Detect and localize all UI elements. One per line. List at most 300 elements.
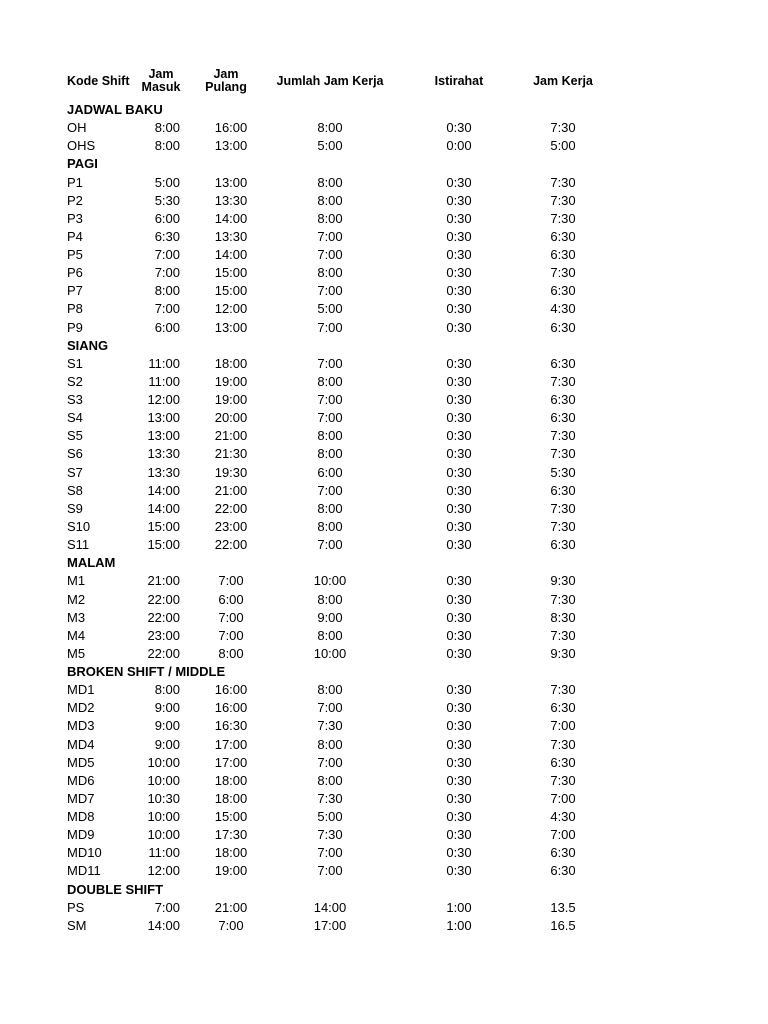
cell-shift-code: P2: [67, 193, 83, 208]
cell-shift-code: P7: [67, 283, 83, 298]
cell-jam-kerja: 7:30: [550, 265, 576, 280]
cell-istirahat: 0:30: [446, 374, 472, 389]
cell-jam-kerja: 6:30: [550, 845, 576, 860]
cell-jam-masuk: 14:00: [147, 483, 180, 498]
cell-jam-pulang: 21:30: [214, 446, 248, 461]
cell-jam-kerja: 7:30: [550, 682, 576, 697]
cell-shift-code: MD1: [67, 682, 95, 697]
table-row: [0, 790, 768, 808]
cell-jam-masuk: 15:00: [147, 537, 180, 552]
cell-jam-pulang: 7:00: [218, 610, 244, 625]
cell-jam-pulang: 14:00: [214, 247, 248, 262]
cell-jam-masuk: 15:00: [147, 519, 180, 534]
cell-shift-code: MD6: [67, 773, 95, 788]
cell-jam-kerja: 7:30: [550, 773, 576, 788]
cell-jam-masuk: 22:00: [147, 592, 180, 607]
cell-istirahat: 0:30: [446, 809, 472, 824]
cell-shift-code: MD3: [67, 718, 95, 733]
cell-jam-kerja: 6:30: [550, 229, 576, 244]
cell-jam-kerja: 6:30: [550, 410, 576, 425]
cell-jumlah-jam-kerja: 14:00: [313, 900, 347, 915]
table-row: [0, 808, 768, 826]
cell-jam-kerja: 7:30: [550, 501, 576, 516]
section-header: [0, 101, 768, 119]
table-row: [0, 137, 768, 155]
cell-jumlah-jam-kerja: 8:00: [317, 446, 343, 461]
cell-jumlah-jam-kerja: 7:00: [317, 320, 343, 335]
cell-jam-pulang: 7:00: [218, 918, 244, 933]
cell-jam-masuk: 10:30: [147, 791, 180, 806]
cell-jumlah-jam-kerja: 8:00: [317, 519, 343, 534]
header-jam-pulang-line2: Pulang: [205, 80, 247, 94]
table-row: [0, 681, 768, 699]
cell-jam-pulang: 13:00: [214, 320, 248, 335]
table-row: [0, 772, 768, 790]
table-row: [0, 373, 768, 391]
cell-istirahat: 0:30: [446, 446, 472, 461]
header-jam-masuk-line2: Masuk: [141, 80, 181, 94]
cell-jumlah-jam-kerja: 7:00: [317, 229, 343, 244]
cell-jam-masuk: 13:30: [147, 446, 180, 461]
cell-jam-kerja: 6:30: [550, 755, 576, 770]
cell-jam-kerja: 7:30: [550, 592, 576, 607]
cell-jumlah-jam-kerja: 7:30: [317, 791, 343, 806]
header-jam-kerja: Jam Kerja: [533, 74, 593, 88]
cell-jam-kerja: 7:30: [550, 737, 576, 752]
cell-jam-pulang: 18:00: [214, 356, 248, 371]
table-row: [0, 174, 768, 192]
table-row: [0, 572, 768, 590]
cell-istirahat: 0:30: [446, 501, 472, 516]
cell-jam-kerja: 5:00: [550, 138, 576, 153]
cell-jam-kerja: 6:30: [550, 356, 576, 371]
table-row: [0, 500, 768, 518]
table-row: [0, 699, 768, 717]
cell-jam-masuk: 6:00: [154, 211, 180, 226]
table-row: [0, 536, 768, 554]
cell-jam-masuk: 14:00: [147, 501, 180, 516]
cell-istirahat: 1:00: [446, 918, 472, 933]
cell-shift-code: P6: [67, 265, 83, 280]
cell-jam-pulang: 17:00: [214, 737, 248, 752]
cell-shift-code: S1: [67, 356, 83, 371]
cell-jam-masuk: 8:00: [154, 120, 180, 135]
cell-jam-masuk: 10:00: [147, 809, 180, 824]
cell-jam-masuk: 22:00: [147, 646, 180, 661]
cell-shift-code: P5: [67, 247, 83, 262]
cell-jam-kerja: 5:30: [550, 465, 576, 480]
cell-jam-kerja: 7:30: [550, 193, 576, 208]
cell-istirahat: 0:30: [446, 646, 472, 661]
cell-istirahat: 0:30: [446, 737, 472, 752]
cell-istirahat: 0:30: [446, 193, 472, 208]
cell-jumlah-jam-kerja: 17:00: [313, 918, 347, 933]
cell-jumlah-jam-kerja: 8:00: [317, 374, 343, 389]
cell-jam-kerja: 7:30: [550, 120, 576, 135]
cell-jam-kerja: 7:30: [550, 374, 576, 389]
cell-istirahat: 0:30: [446, 537, 472, 552]
cell-jumlah-jam-kerja: 8:00: [317, 193, 343, 208]
table-row: [0, 228, 768, 246]
table-row: [0, 591, 768, 609]
cell-jam-masuk: 10:00: [147, 827, 180, 842]
cell-jumlah-jam-kerja: 8:00: [317, 211, 343, 226]
cell-istirahat: 0:30: [446, 410, 472, 425]
cell-jam-pulang: 16:00: [214, 700, 248, 715]
cell-jumlah-jam-kerja: 7:00: [317, 356, 343, 371]
cell-jumlah-jam-kerja: 9:00: [317, 610, 343, 625]
cell-jam-pulang: 19:00: [214, 392, 248, 407]
cell-jumlah-jam-kerja: 7:00: [317, 410, 343, 425]
cell-jam-pulang: 13:00: [214, 175, 248, 190]
cell-jumlah-jam-kerja: 10:00: [313, 646, 347, 661]
cell-jam-masuk: 10:00: [147, 755, 180, 770]
table-row: [0, 119, 768, 137]
cell-jam-masuk: 8:00: [154, 138, 180, 153]
table-row: [0, 917, 768, 935]
cell-shift-code: OHS: [67, 138, 96, 153]
table-row: [0, 282, 768, 300]
section-header: [0, 663, 768, 681]
cell-jam-pulang: 17:00: [214, 755, 248, 770]
cell-shift-code: PS: [67, 900, 85, 915]
header-jam-masuk: [136, 68, 186, 94]
cell-jumlah-jam-kerja: 8:00: [317, 737, 343, 752]
cell-shift-code: MD9: [67, 827, 95, 842]
section-title: BROKEN SHIFT / MIDDLE: [67, 664, 226, 679]
cell-istirahat: 0:30: [446, 320, 472, 335]
cell-shift-code: MD4: [67, 737, 95, 752]
table-row: [0, 627, 768, 645]
section-header: [0, 155, 768, 173]
table-row: [0, 300, 768, 318]
cell-jumlah-jam-kerja: 7:00: [317, 283, 343, 298]
cell-jam-pulang: 6:00: [218, 592, 244, 607]
cell-jumlah-jam-kerja: 7:00: [317, 483, 343, 498]
cell-jam-kerja: 4:30: [550, 301, 576, 316]
section-header: [0, 337, 768, 355]
cell-jam-pulang: 16:00: [214, 120, 248, 135]
cell-istirahat: 0:30: [446, 773, 472, 788]
cell-jam-masuk: 8:00: [154, 682, 180, 697]
section-title: JADWAL BAKU: [67, 102, 163, 117]
cell-jam-masuk: 6:00: [154, 320, 180, 335]
cell-jam-masuk: 9:00: [154, 700, 180, 715]
cell-istirahat: 0:30: [446, 175, 472, 190]
cell-shift-code: P9: [67, 320, 83, 335]
cell-istirahat: 0:30: [446, 301, 472, 316]
cell-jam-pulang: 23:00: [214, 519, 248, 534]
table-row: [0, 409, 768, 427]
header-jumlah-jam-kerja: Jumlah Jam Kerja: [276, 74, 384, 88]
cell-jam-masuk: 13:00: [147, 428, 180, 443]
cell-jam-pulang: 7:00: [218, 573, 244, 588]
cell-jam-kerja: 6:30: [550, 247, 576, 262]
cell-shift-code: MD8: [67, 809, 95, 824]
cell-jam-pulang: 21:00: [214, 900, 248, 915]
table-row: [0, 427, 768, 445]
cell-istirahat: 0:30: [446, 120, 472, 135]
cell-jam-masuk: 7:00: [154, 900, 180, 915]
cell-jam-kerja: 7:30: [550, 519, 576, 534]
cell-jam-pulang: 15:00: [214, 809, 248, 824]
cell-istirahat: 0:30: [446, 519, 472, 534]
table-row: [0, 844, 768, 862]
cell-shift-code: S11: [67, 537, 90, 552]
cell-jumlah-jam-kerja: 5:00: [317, 809, 343, 824]
cell-istirahat: 0:30: [446, 628, 472, 643]
cell-jam-masuk: 11:00: [148, 845, 180, 860]
cell-shift-code: MD7: [67, 791, 95, 806]
cell-istirahat: 0:30: [446, 392, 472, 407]
cell-jam-kerja: 16.5: [550, 918, 576, 933]
cell-jumlah-jam-kerja: 8:00: [317, 628, 343, 643]
table-row: [0, 717, 768, 735]
cell-istirahat: 0:30: [446, 718, 472, 733]
cell-jumlah-jam-kerja: 7:00: [317, 755, 343, 770]
cell-jumlah-jam-kerja: 6:00: [317, 465, 343, 480]
cell-jumlah-jam-kerja: 8:00: [317, 773, 343, 788]
cell-istirahat: 0:30: [446, 700, 472, 715]
cell-shift-code: P3: [67, 211, 83, 226]
cell-jam-pulang: 16:00: [214, 682, 248, 697]
table-row: [0, 736, 768, 754]
cell-jam-kerja: 8:30: [550, 610, 576, 625]
cell-jam-masuk: 12:00: [147, 863, 180, 878]
section-header: [0, 881, 768, 899]
cell-jam-kerja: 7:30: [550, 428, 576, 443]
cell-istirahat: 0:30: [446, 483, 472, 498]
cell-jam-masuk: 13:30: [147, 465, 180, 480]
cell-shift-code: MD11: [67, 863, 101, 878]
table-row: [0, 246, 768, 264]
cell-jumlah-jam-kerja: 7:00: [317, 700, 343, 715]
header-jam-pulang-line1: Jam: [213, 67, 239, 81]
cell-jam-pulang: 15:00: [214, 283, 248, 298]
cell-shift-code: S6: [67, 446, 83, 461]
cell-istirahat: 1:00: [446, 900, 472, 915]
cell-jam-pulang: 14:00: [214, 211, 248, 226]
cell-istirahat: 0:30: [446, 592, 472, 607]
section-title: SIANG: [67, 338, 109, 353]
cell-jam-pulang: 8:00: [218, 646, 244, 661]
cell-shift-code: SM: [67, 918, 87, 933]
cell-jumlah-jam-kerja: 5:00: [317, 138, 343, 153]
cell-shift-code: S3: [67, 392, 83, 407]
cell-istirahat: 0:30: [446, 265, 472, 280]
table-row: [0, 391, 768, 409]
table-row: [0, 645, 768, 663]
cell-jam-pulang: 18:00: [214, 791, 248, 806]
cell-shift-code: MD10: [67, 845, 102, 860]
cell-istirahat: 0:30: [446, 755, 472, 770]
cell-jam-masuk: 13:00: [147, 410, 180, 425]
cell-jam-kerja: 7:00: [550, 718, 576, 733]
table-row: [0, 445, 768, 463]
cell-shift-code: M2: [67, 592, 86, 607]
cell-istirahat: 0:30: [446, 247, 472, 262]
cell-shift-code: S10: [67, 519, 91, 534]
table-row: [0, 482, 768, 500]
cell-shift-code: OH: [67, 120, 87, 135]
cell-istirahat: 0:00: [446, 138, 472, 153]
cell-jam-masuk: 5:30: [154, 193, 180, 208]
table-row: [0, 518, 768, 536]
cell-shift-code: M5: [67, 646, 86, 661]
cell-jam-kerja: 13.5: [550, 900, 576, 915]
table-row: [0, 355, 768, 373]
cell-jam-kerja: 7:30: [550, 211, 576, 226]
cell-jam-pulang: 20:00: [214, 410, 248, 425]
cell-jam-pulang: 19:00: [214, 374, 248, 389]
cell-jam-pulang: 7:00: [218, 628, 244, 643]
cell-istirahat: 0:30: [446, 845, 472, 860]
cell-jumlah-jam-kerja: 7:30: [317, 827, 343, 842]
cell-jam-pulang: 12:00: [214, 301, 248, 316]
cell-jam-pulang: 13:00: [214, 138, 248, 153]
table-row: [0, 192, 768, 210]
cell-jam-masuk: 12:00: [147, 392, 180, 407]
cell-jam-pulang: 18:00: [214, 773, 248, 788]
cell-jam-kerja: 6:30: [550, 483, 576, 498]
cell-jumlah-jam-kerja: 8:00: [317, 175, 343, 190]
table-row: [0, 319, 768, 337]
cell-jam-kerja: 7:30: [550, 175, 576, 190]
cell-jam-masuk: 22:00: [147, 610, 180, 625]
cell-shift-code: S7: [67, 465, 83, 480]
cell-jam-masuk: 21:00: [147, 573, 180, 588]
cell-jumlah-jam-kerja: 7:00: [317, 392, 343, 407]
cell-shift-code: S2: [67, 374, 83, 389]
cell-jam-pulang: 21:00: [214, 483, 248, 498]
cell-istirahat: 0:30: [446, 356, 472, 371]
cell-jumlah-jam-kerja: 10:00: [313, 573, 347, 588]
cell-jam-masuk: 9:00: [154, 737, 180, 752]
cell-jam-kerja: 4:30: [550, 809, 576, 824]
cell-jam-pulang: 18:00: [214, 845, 248, 860]
section-title: PAGI: [67, 156, 98, 171]
cell-shift-code: M4: [67, 628, 86, 643]
cell-shift-code: M3: [67, 610, 86, 625]
section-title: DOUBLE SHIFT: [67, 882, 164, 897]
cell-jam-kerja: 9:30: [550, 646, 576, 661]
cell-istirahat: 0:30: [446, 211, 472, 226]
cell-shift-code: S9: [67, 501, 83, 516]
cell-jam-masuk: 11:00: [148, 374, 180, 389]
table-row: [0, 464, 768, 482]
cell-jam-pulang: 22:00: [214, 501, 248, 516]
cell-jumlah-jam-kerja: 8:00: [317, 501, 343, 516]
cell-istirahat: 0:30: [446, 863, 472, 878]
cell-istirahat: 0:30: [446, 428, 472, 443]
cell-istirahat: 0:30: [446, 682, 472, 697]
cell-shift-code: S8: [67, 483, 83, 498]
table-row: [0, 754, 768, 772]
cell-shift-code: P8: [67, 301, 83, 316]
cell-jam-pulang: 16:30: [214, 718, 248, 733]
cell-jam-kerja: 7:00: [550, 791, 576, 806]
cell-jam-pulang: 17:30: [214, 827, 248, 842]
cell-shift-code: S4: [67, 410, 83, 425]
header-kode-shift: Kode Shift: [67, 74, 130, 88]
cell-jam-kerja: 6:30: [550, 700, 576, 715]
cell-shift-code: S5: [67, 428, 83, 443]
cell-jumlah-jam-kerja: 5:00: [317, 301, 343, 316]
table-row: [0, 210, 768, 228]
cell-jumlah-jam-kerja: 7:00: [317, 247, 343, 262]
cell-jam-kerja: 7:30: [550, 628, 576, 643]
cell-jam-kerja: 6:30: [550, 863, 576, 878]
cell-jam-masuk: 10:00: [147, 773, 180, 788]
table-row: [0, 899, 768, 917]
cell-shift-code: MD5: [67, 755, 95, 770]
section-title: MALAM: [67, 555, 116, 570]
table-row: [0, 264, 768, 282]
cell-shift-code: P1: [67, 175, 83, 190]
cell-jumlah-jam-kerja: 8:00: [317, 120, 343, 135]
cell-jam-masuk: 23:00: [147, 628, 180, 643]
cell-jam-pulang: 21:00: [214, 428, 248, 443]
cell-jam-kerja: 7:00: [550, 827, 576, 842]
cell-jam-kerja: 6:30: [550, 392, 576, 407]
cell-istirahat: 0:30: [446, 791, 472, 806]
cell-istirahat: 0:30: [446, 610, 472, 625]
cell-jam-masuk: 14:00: [147, 918, 180, 933]
cell-jumlah-jam-kerja: 8:00: [317, 428, 343, 443]
cell-jam-masuk: 11:00: [148, 356, 180, 371]
cell-jumlah-jam-kerja: 8:00: [317, 592, 343, 607]
cell-jam-pulang: 22:00: [214, 537, 248, 552]
cell-shift-code: P4: [67, 229, 83, 244]
table-row: [0, 826, 768, 844]
header-jam-pulang: [200, 68, 252, 94]
cell-istirahat: 0:30: [446, 229, 472, 244]
cell-jam-kerja: 6:30: [550, 537, 576, 552]
cell-jam-masuk: 7:00: [154, 265, 180, 280]
cell-jumlah-jam-kerja: 7:30: [317, 718, 343, 733]
cell-jam-pulang: 19:00: [214, 863, 248, 878]
cell-jumlah-jam-kerja: 8:00: [317, 265, 343, 280]
table-row: [0, 609, 768, 627]
cell-istirahat: 0:30: [446, 283, 472, 298]
cell-jumlah-jam-kerja: 7:00: [317, 845, 343, 860]
cell-jam-masuk: 8:00: [154, 283, 180, 298]
cell-jam-masuk: 6:30: [154, 229, 180, 244]
cell-jam-pulang: 13:30: [214, 193, 248, 208]
cell-jam-masuk: 7:00: [154, 247, 180, 262]
section-header: [0, 554, 768, 572]
cell-jumlah-jam-kerja: 8:00: [317, 682, 343, 697]
cell-shift-code: MD2: [67, 700, 95, 715]
table-row: [0, 862, 768, 880]
cell-jam-kerja: 6:30: [550, 320, 576, 335]
cell-jam-kerja: 9:30: [550, 573, 576, 588]
cell-jam-pulang: 15:00: [214, 265, 248, 280]
cell-istirahat: 0:30: [446, 573, 472, 588]
cell-jumlah-jam-kerja: 7:00: [317, 537, 343, 552]
cell-istirahat: 0:30: [446, 827, 472, 842]
cell-shift-code: M1: [67, 573, 86, 588]
cell-jam-kerja: 6:30: [550, 283, 576, 298]
header-jam-masuk-line1: Jam: [148, 67, 174, 81]
cell-jam-masuk: 9:00: [154, 718, 180, 733]
cell-jam-pulang: 13:30: [214, 229, 248, 244]
cell-jumlah-jam-kerja: 7:00: [317, 863, 343, 878]
cell-jam-kerja: 7:30: [550, 446, 576, 461]
cell-istirahat: 0:30: [446, 465, 472, 480]
cell-jam-masuk: 5:00: [154, 175, 180, 190]
cell-jam-pulang: 19:30: [214, 465, 248, 480]
